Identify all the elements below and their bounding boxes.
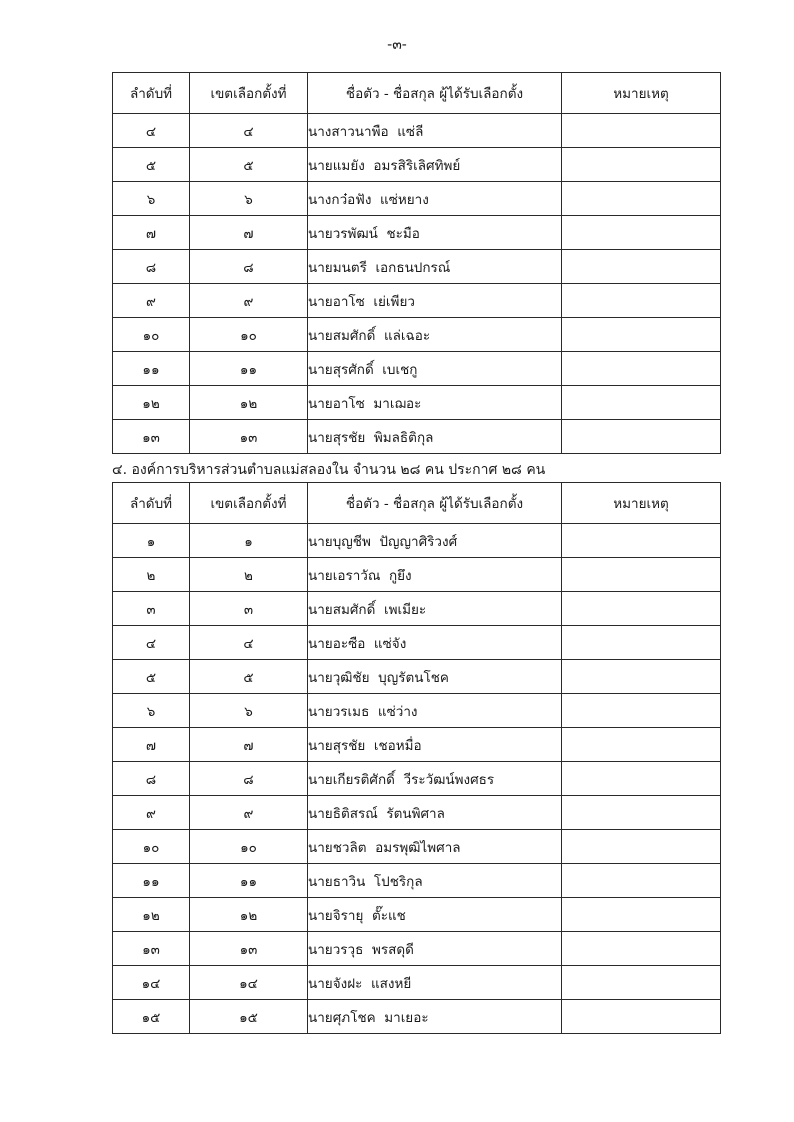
name-cell: นายบุญชีพ ปัญญาศิริวงศ์ (308, 524, 562, 558)
header-order: ลำดับที่ (113, 73, 190, 114)
header-remark: หมายเหตุ (562, 73, 721, 114)
district-cell: ๖ (190, 694, 308, 728)
district-cell: ๑๑ (190, 352, 308, 386)
table-header-row (113, 483, 721, 524)
table-row (113, 1000, 721, 1034)
order-cell: ๒ (113, 558, 190, 592)
table-row (113, 728, 721, 762)
header-district: เขตเลือกตั้งที่ (190, 73, 308, 114)
header-name: ชื่อตัว - ชื่อสกุล ผู้ได้รับเลือกตั้ง (308, 73, 562, 114)
name-cell: นายอาโซ เย่เพียว (308, 284, 562, 318)
results-table-section-4 (112, 482, 721, 1034)
district-cell: ๒ (190, 558, 308, 592)
name-cell: นายวุฒิชัย บุญรัตนโชค (308, 660, 562, 694)
table-header-row (113, 73, 721, 114)
district-cell: ๗ (190, 216, 308, 250)
table-row (113, 250, 721, 284)
district-cell: ๓ (190, 592, 308, 626)
district-cell: ๙ (190, 284, 308, 318)
remark-cell (562, 864, 721, 898)
district-cell: ๑๔ (190, 966, 308, 1000)
remark-cell (562, 420, 721, 454)
page-number: -๓- (387, 37, 407, 53)
table-row (113, 830, 721, 864)
order-cell: ๑๒ (113, 898, 190, 932)
remark-cell (562, 352, 721, 386)
table-row (113, 148, 721, 182)
table-row (113, 558, 721, 592)
district-cell: ๕ (190, 148, 308, 182)
header-name: ชื่อตัว - ชื่อสกุล ผู้ได้รับเลือกตั้ง (308, 483, 562, 524)
table-row (113, 352, 721, 386)
name-cell: นายธิติสรณ์ รัตนพิศาล (308, 796, 562, 830)
remark-cell (562, 114, 721, 148)
remark-cell (562, 592, 721, 626)
table-row (113, 626, 721, 660)
order-cell: ๘ (113, 250, 190, 284)
order-cell: ๘ (113, 762, 190, 796)
order-cell: ๙ (113, 284, 190, 318)
name-cell: นายวรพัฒน์ ชะมือ (308, 216, 562, 250)
district-cell: ๑ (190, 524, 308, 558)
remark-cell (562, 898, 721, 932)
name-cell: นายสุรศักดิ์ เบเชกู (308, 352, 562, 386)
remark-cell (562, 284, 721, 318)
table-row (113, 796, 721, 830)
name-cell: นายอะซือ แซ่จัง (308, 626, 562, 660)
remark-cell (562, 148, 721, 182)
district-cell: ๘ (190, 250, 308, 284)
name-cell: นายศุภโชค มาเยอะ (308, 1000, 562, 1034)
order-cell: ๑๐ (113, 830, 190, 864)
order-cell: ๙ (113, 796, 190, 830)
name-cell: นายเกียรติศักดิ์ วีระวัฒน์พงศธร (308, 762, 562, 796)
order-cell: ๗ (113, 216, 190, 250)
order-cell: ๑๕ (113, 1000, 190, 1034)
name-cell: นายชวลิต อมรพุฒิไพศาล (308, 830, 562, 864)
district-cell: ๘ (190, 762, 308, 796)
table-row (113, 524, 721, 558)
remark-cell (562, 318, 721, 352)
district-cell: ๑๓ (190, 932, 308, 966)
district-cell: ๕ (190, 660, 308, 694)
remark-cell (562, 932, 721, 966)
name-cell: นายธาวิน โปชริกุล (308, 864, 562, 898)
district-cell: ๑๒ (190, 386, 308, 420)
order-cell: ๑ (113, 524, 190, 558)
remark-cell (562, 558, 721, 592)
order-cell: ๓ (113, 592, 190, 626)
header-district: เขตเลือกตั้งที่ (190, 483, 308, 524)
name-cell: นายแมยัง อมรสิริเลิศทิพย์ (308, 148, 562, 182)
order-cell: ๕ (113, 148, 190, 182)
results-table-continued (112, 72, 721, 454)
district-cell: ๗ (190, 728, 308, 762)
district-cell: ๙ (190, 796, 308, 830)
order-cell: ๑๑ (113, 352, 190, 386)
order-cell: ๑๔ (113, 966, 190, 1000)
name-cell: นายสมศักดิ์ เพเมียะ (308, 592, 562, 626)
district-cell: ๖ (190, 182, 308, 216)
table-row (113, 762, 721, 796)
name-cell: นายเอราวัณ กูยึง (308, 558, 562, 592)
remark-cell (562, 830, 721, 864)
section-heading: ๔. องค์การบริหารส่วนตำบลแม่สลองใน จำนวน ๒๘ คน ประกาศ ๒๘ คน (112, 462, 546, 478)
remark-cell (562, 524, 721, 558)
remark-cell (562, 386, 721, 420)
remark-cell (562, 182, 721, 216)
name-cell: นางสาวนาพือ แซ่ลี (308, 114, 562, 148)
name-cell: นายอาโซ มาเฌอะ (308, 386, 562, 420)
order-cell: ๕ (113, 660, 190, 694)
order-cell: ๖ (113, 182, 190, 216)
district-cell: ๑๑ (190, 864, 308, 898)
name-cell: นายจังฝะ แสงหยี (308, 966, 562, 1000)
name-cell: นายวรเมธ แซ่ว่าง (308, 694, 562, 728)
name-cell: นายสมศักดิ์ แล่เฉอะ (308, 318, 562, 352)
name-cell: นางกว๋อฟัง แซ่หยาง (308, 182, 562, 216)
remark-cell (562, 728, 721, 762)
order-cell: ๖ (113, 694, 190, 728)
remark-cell (562, 966, 721, 1000)
table-row (113, 318, 721, 352)
district-cell: ๑๕ (190, 1000, 308, 1034)
table-row (113, 966, 721, 1000)
name-cell: นายวรวุธ พรสดุดี (308, 932, 562, 966)
district-cell: ๑๓ (190, 420, 308, 454)
table-row (113, 420, 721, 454)
order-cell: ๔ (113, 626, 190, 660)
order-cell: ๑๓ (113, 420, 190, 454)
order-cell: ๑๒ (113, 386, 190, 420)
remark-cell (562, 626, 721, 660)
district-cell: ๑๐ (190, 830, 308, 864)
table-row (113, 386, 721, 420)
remark-cell (562, 762, 721, 796)
table-row (113, 114, 721, 148)
header-order: ลำดับที่ (113, 483, 190, 524)
table-row (113, 182, 721, 216)
district-cell: ๔ (190, 114, 308, 148)
table-row (113, 592, 721, 626)
order-cell: ๔ (113, 114, 190, 148)
table-row (113, 694, 721, 728)
district-cell: ๔ (190, 626, 308, 660)
table-row (113, 898, 721, 932)
table-row (113, 216, 721, 250)
remark-cell (562, 250, 721, 284)
order-cell: ๑๐ (113, 318, 190, 352)
table-row (113, 864, 721, 898)
remark-cell (562, 796, 721, 830)
remark-cell (562, 216, 721, 250)
table-row (113, 932, 721, 966)
table-row (113, 660, 721, 694)
order-cell: ๗ (113, 728, 190, 762)
remark-cell (562, 694, 721, 728)
remark-cell (562, 1000, 721, 1034)
name-cell: นายสุรชัย พิมลธิติกุล (308, 420, 562, 454)
order-cell: ๑๑ (113, 864, 190, 898)
table-row (113, 284, 721, 318)
remark-cell (562, 660, 721, 694)
district-cell: ๑๒ (190, 898, 308, 932)
header-remark: หมายเหตุ (562, 483, 721, 524)
name-cell: นายสุรชัย เชอหมื่อ (308, 728, 562, 762)
district-cell: ๑๐ (190, 318, 308, 352)
name-cell: นายจิรายุ ตั๊ะแช (308, 898, 562, 932)
name-cell: นายมนตรี เอกธนปกรณ์ (308, 250, 562, 284)
order-cell: ๑๓ (113, 932, 190, 966)
